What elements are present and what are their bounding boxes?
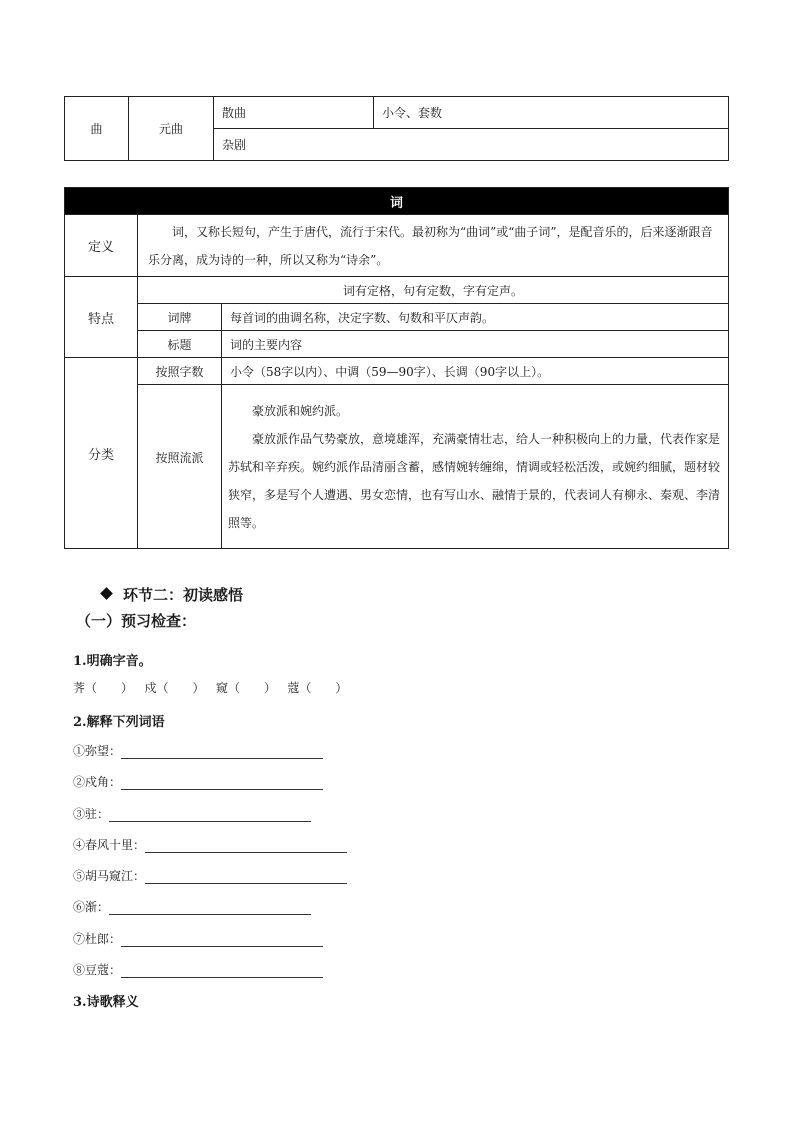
term-label: ⑧豆蔻： (73, 963, 122, 977)
by-length-text: 小令（58字以内）、中调（59—90字）、长调（90字以上）。 (222, 358, 729, 385)
term-label: ⑥渐： (73, 900, 110, 914)
by-length-label: 按照字数 (138, 358, 222, 385)
term-row (73, 867, 347, 884)
pinyin-item[interactable]: 窥（ ） (215, 681, 276, 695)
q2-title: 2.解释下列词语 (73, 715, 165, 730)
term-row (73, 773, 323, 790)
section-title: 环节二：初读感悟 (102, 584, 243, 605)
by-school-text (222, 385, 729, 549)
term-row (73, 898, 311, 915)
q1-title: 1.明确字音。 (73, 654, 152, 669)
definition-text: 词，又称长短句，产生于唐代，流行于宋代。最初称为“曲词”或“曲子词”，是配音乐的，后来逐渐跟音乐分离，成为诗的一种，所以又称为“诗余”。 (138, 215, 729, 277)
diamond-bullet-icon (100, 587, 113, 600)
biaoti-text: 词的主要内容 (222, 331, 729, 358)
answer-blank[interactable] (121, 934, 323, 947)
features-label: 特点 (65, 277, 138, 358)
qu-label: 曲 (65, 97, 129, 161)
q3-title: 3.诗歌释义 (73, 995, 139, 1010)
term-row (73, 961, 323, 978)
term-label: ⑤胡马窥江： (73, 869, 146, 883)
term-row (73, 930, 323, 947)
sanqu-cell: 散曲 (214, 97, 374, 129)
school-intro: 豪放派和婉约派。 (252, 403, 349, 418)
answer-blank[interactable] (121, 777, 323, 790)
section-subtitle: （一）预习检查： (76, 612, 197, 630)
pinyin-item[interactable]: 蔻（ ） (287, 681, 348, 695)
school-detail: 豪放派作品气势豪放，意境雄浑，充满豪情壮志，给人一种积极向上的力量，代表作家是苏轼和辛弃疾。婉约派作品清丽含蓄，感情婉转缠绵，情调或轻松活泼，或婉约细腻，题材较狭窄，多是写个人遭遇、男女恋情，也有写山水、融情于景的，代表词人有柳永、秦观、李清照等。 (228, 431, 721, 530)
term-row (73, 805, 311, 822)
pinyin-item[interactable]: 戍（ ） (144, 681, 205, 695)
biaoti-label: 标题 (138, 331, 222, 358)
ci-table (64, 187, 729, 549)
cipai-label: 词牌 (138, 304, 222, 331)
yuanqu-label: 元曲 (129, 97, 214, 161)
answer-blank[interactable] (121, 746, 323, 759)
pinyin-item[interactable]: 荠（ ） (73, 681, 134, 695)
cipai-text: 每首词的曲调名称，决定字数、句数和平仄声韵。 (222, 304, 729, 331)
sanqu-detail: 小令、套数 (374, 97, 729, 129)
qu-table (64, 96, 729, 161)
answer-blank[interactable] (109, 902, 311, 915)
answer-blank[interactable] (145, 840, 347, 853)
answer-blank[interactable] (109, 809, 311, 822)
answer-blank[interactable] (145, 871, 347, 884)
term-row (73, 742, 323, 759)
ci-header: 词 (65, 188, 729, 215)
definition-label: 定义 (65, 215, 138, 277)
term-label: ⑦杜郎： (73, 932, 122, 946)
term-label: ①弥望： (73, 744, 122, 758)
term-label: ③驻： (73, 807, 110, 821)
answer-blank[interactable] (121, 965, 323, 978)
classification-label: 分类 (65, 358, 138, 549)
by-school-label: 按照流派 (138, 385, 222, 549)
zaju-cell: 杂剧 (214, 129, 729, 161)
pinyin-row (73, 679, 347, 696)
term-label: ②戍角： (73, 775, 122, 789)
term-label: ④春风十里： (73, 838, 146, 852)
term-row (73, 836, 347, 853)
features-summary: 词有定格，句有定数，字有定声。 (138, 277, 729, 304)
